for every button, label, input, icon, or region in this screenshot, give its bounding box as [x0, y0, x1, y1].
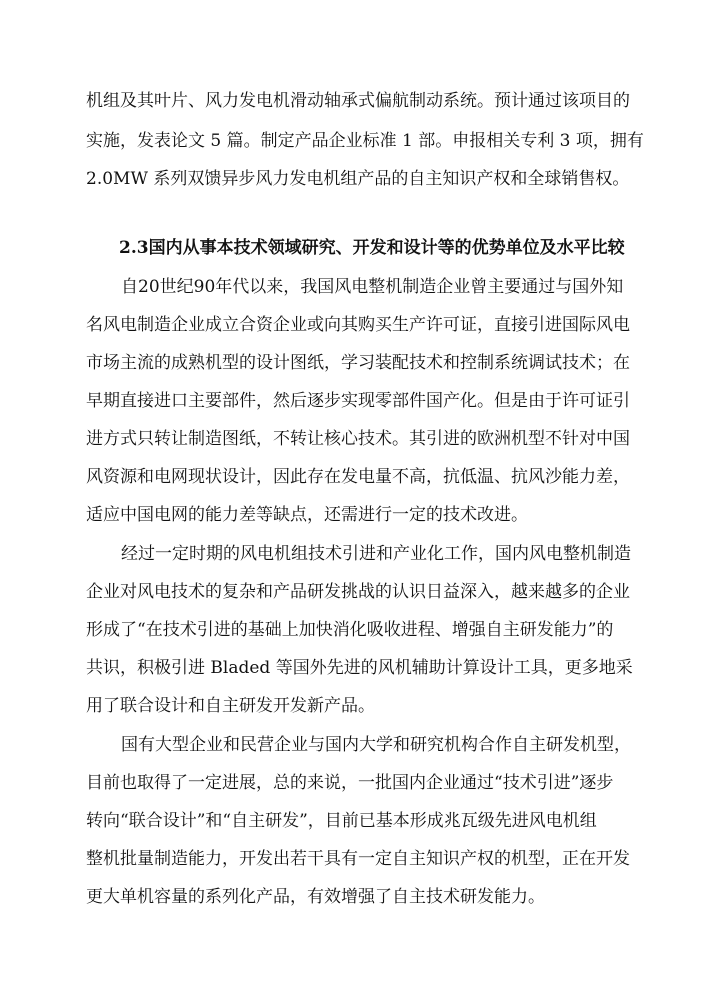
paragraph-line: 进方式只转让制造图纸，不转让核心技术。其引进的欧洲机型不针对中国: [86, 429, 630, 449]
paragraph-line: 国有大型企业和民营企业与国内大学和研究机构合作自主研发机型，: [121, 735, 631, 755]
paragraph-line: 更大单机容量的系列化产品，有效增强了自主技术研发能力。: [86, 887, 545, 907]
paragraph-line: 经过一定时期的风电机组技术引进和产业化工作，国内风电整机制造: [121, 544, 631, 564]
intro-line: 2.0MW 系列双馈异步风力发电机组产品的自主知识产权和全球销售权。: [86, 169, 630, 189]
paragraph-line: 共识，积极引进 Bladed 等国外先进的风机辅助计算设计工具，更多地采: [86, 658, 633, 678]
paragraph-line: 市场主流的成熟机型的设计图纸，学习装配技术和控制系统调试技术；在: [86, 353, 630, 373]
paragraph-line: 转向“联合设计”和“自主研发”，目前已基本形成兆瓦级先进风电机组: [86, 811, 597, 831]
paragraph-line: 自20世纪90年代以来，我国风电整机制造企业曾主要通过与国外知: [121, 277, 624, 297]
paragraph-line: 适应中国电网的能力差等缺点，还需进行一定的技术改进。: [86, 505, 528, 525]
paragraph-line: 风资源和电网现状设计，因此存在发电量不高，抗低温、抗风沙能力差，: [86, 467, 630, 487]
paragraph-line: 整机批量制造能力，开发出若干具有一定自主知识产权的机型，正在开发: [86, 849, 630, 869]
paragraph-line: 名风电制造企业成立合资企业或向其购买生产许可证，直接引进国际风电: [86, 315, 630, 335]
intro-line: 实施，发表论文 5 篇。制定产品企业标准 1 部。申报相关专利 3 项，拥有: [86, 131, 644, 151]
paragraph-line: 早期直接进口主要部件，然后逐步实现零部件国产化。但是由于许可证引: [86, 391, 630, 411]
paragraph-line: 形成了“在技术引进的基础上加快消化吸收进程、增强自主研发能力”的: [86, 620, 614, 640]
paragraph-line: 目前也取得了一定进展，总的来说，一批国内企业通过“技术引进”逐步: [86, 773, 614, 793]
paragraph-line: 用了联合设计和自主研发开发新产品。: [86, 696, 375, 716]
intro-line: 机组及其叶片、风力发电机滑动轴承式偏航制动系统。预计通过该项目的: [86, 91, 630, 111]
paragraph-line: 企业对风电技术的复杂和产品研发挑战的认识日益深入，越来越多的企业: [86, 582, 630, 602]
section-heading: 2.3国内从事本技术领域研究、开发和设计等的优势单位及水平比较: [119, 238, 625, 258]
